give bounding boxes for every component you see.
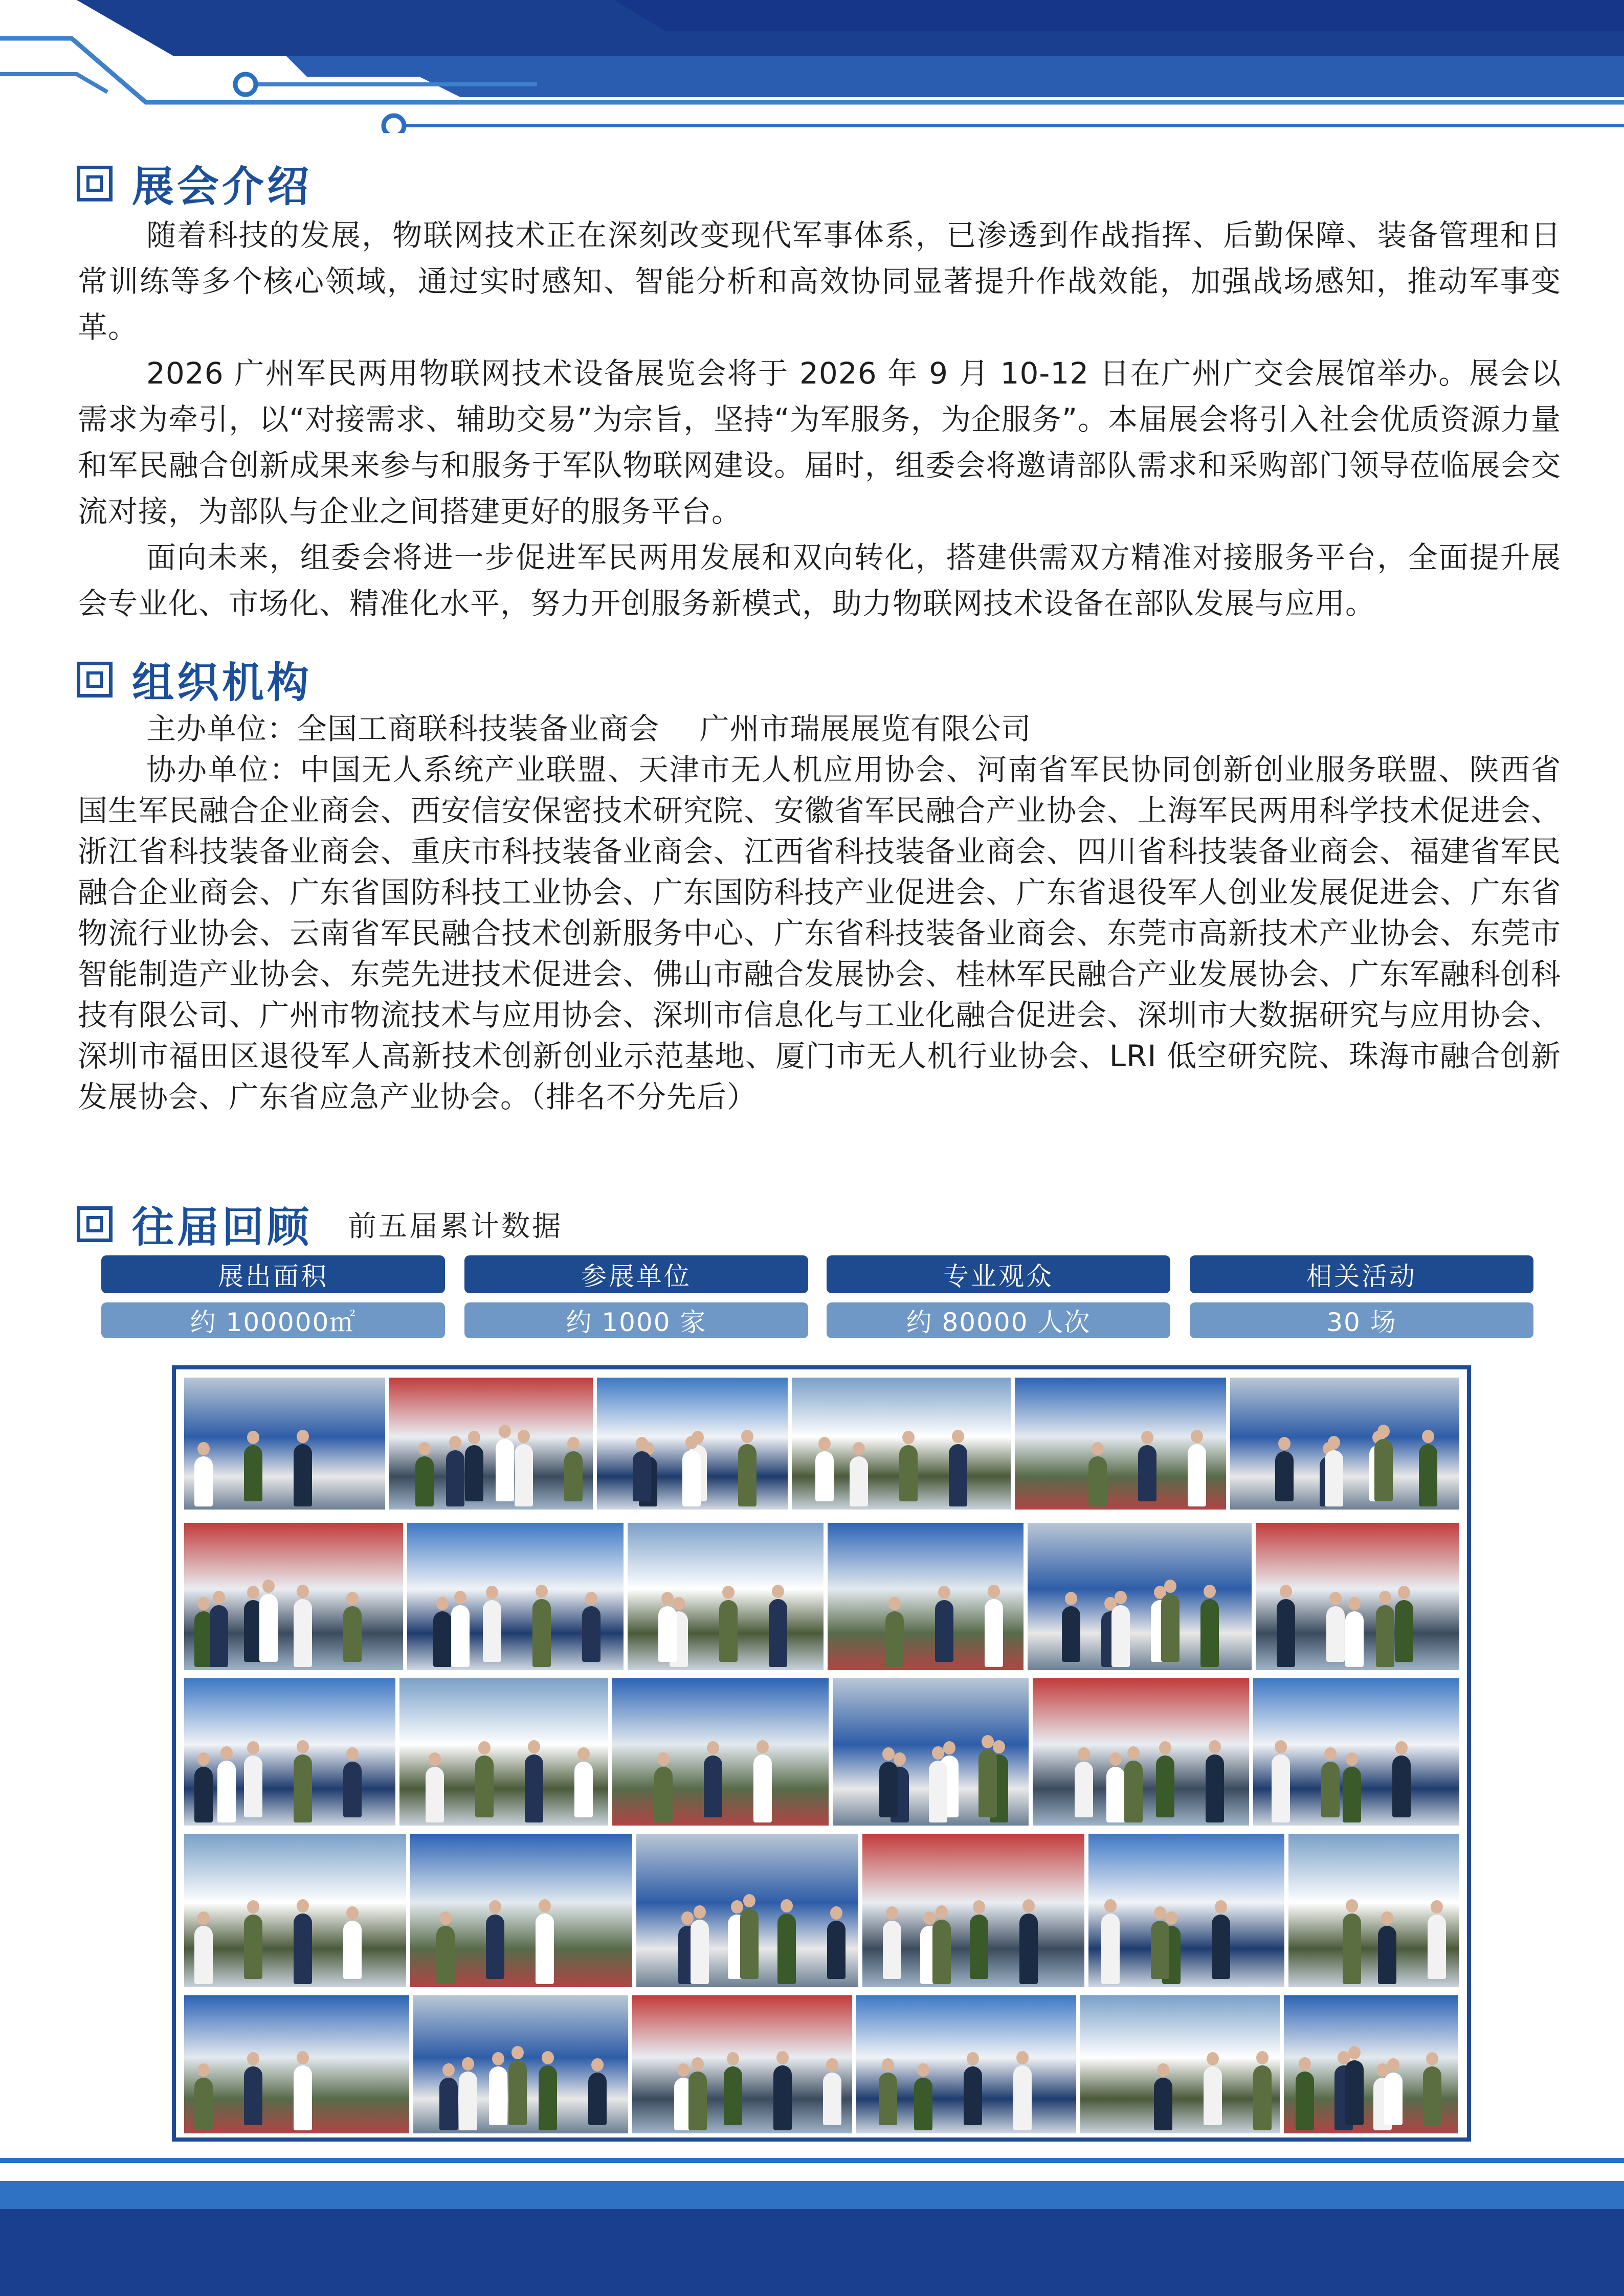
gallery-photo — [862, 1834, 1084, 1987]
header-decoration — [0, 0, 1624, 133]
gallery-photo — [1080, 1995, 1280, 2133]
gallery-photo — [1088, 1834, 1284, 1987]
section-review-heading — [77, 1194, 563, 1254]
section-square-icon — [77, 1206, 113, 1242]
footer-decoration — [0, 2158, 1624, 2296]
gallery-photo — [184, 1523, 403, 1670]
gallery-photo — [389, 1378, 593, 1510]
section-review-subtitle: 前五届累计数据 — [348, 1209, 563, 1243]
stat-visitors — [827, 1255, 1170, 1338]
org-co-organizers: 协办单位：中国无人系统产业联盟、天津市无人机应用协会、河南省军民协同创新创业服务联盟、陕西省国生军民融合企业商会、西安信安保密技术研究院、安徽省军民融合产业协会、上海军民两用科学技术促进会、浙江省科技装备业商会、重庆市科技装备业商会、江西省科技装备业商会、四川省科技装备业商会、福建省军民融合企业商会、广东省国防科技工业协会、广东国防科技产业促进会、广东省退役军人创业发展促进会、广东省物流行业协会、云南省军民融合技术创新服务中心、广东省科技装备业商会、东莞市高新技术产业协会、东莞市智能制造产业协会、东莞先进技术促进会、佛山市融合发展协会、桂林军民融合产业发展协会、广东军融科创科技有限公司、广州市物流技术与应用协会、深圳市信息化与工业化融合促进会、深圳市大数据研究与应用协会、深圳市福田区退役军人高新技术创新创业示范基地、厦门市无人机行业协会、LRI 低空研究院、珠海市融合创新发展协会、广东省应急产业协会。（排名不分先后） — [78, 752, 1561, 1114]
gallery-photo — [184, 1995, 409, 2133]
gallery-photo — [833, 1678, 1029, 1826]
gallery-photo — [1253, 1678, 1459, 1826]
gallery-photo — [1256, 1523, 1459, 1670]
stat-label: 专业观众 — [827, 1255, 1170, 1293]
gallery-photo — [1288, 1834, 1459, 1987]
section-org-title: 组织机构 — [132, 659, 313, 707]
stat-label: 展出面积 — [101, 1255, 445, 1293]
stat-value: 约 80000 人次 — [827, 1302, 1170, 1338]
stat-label: 参展单位 — [464, 1255, 808, 1293]
gallery-photo — [399, 1678, 608, 1826]
stat-value: 约 100000㎡ — [101, 1302, 445, 1338]
gallery-photo — [636, 1834, 858, 1987]
intro-paragraph-3: 面向未来，组委会将进一步促进军民两用发展和双向转化，搭建供需双方精准对接服务平台，全面提升展会专业化、市场化、精准化水平，努力开创服务新模式，助力物联网技术设备在部队发展与应用。 — [78, 540, 1561, 621]
gallery-photo — [792, 1378, 1011, 1510]
gallery-photo — [410, 1834, 632, 1987]
gallery-photo — [1015, 1378, 1226, 1510]
gallery-photo — [628, 1523, 824, 1670]
stat-label: 相关活动 — [1190, 1255, 1533, 1293]
gallery-photo — [413, 1995, 628, 2133]
gallery-photo — [184, 1834, 406, 1987]
stat-value: 约 1000 家 — [464, 1302, 808, 1338]
gallery-photo — [407, 1523, 624, 1670]
gallery-photo — [612, 1678, 829, 1826]
org-host: 主办单位：全国工商联科技装备业商会 广州市瑞展展览有限公司 — [146, 711, 1032, 746]
gallery-photo — [632, 1995, 852, 2133]
gallery-photo — [1284, 1995, 1458, 2133]
gallery-photo — [1033, 1678, 1249, 1826]
section-intro-heading — [77, 153, 312, 213]
photo-gallery — [172, 1365, 1471, 2142]
gallery-photo — [1230, 1378, 1459, 1510]
stat-value: 30 场 — [1190, 1302, 1533, 1338]
intro-paragraph-1: 随着科技的发展，物联网技术正在深刻改变现代军事体系，已渗透到作战指挥、后勤保障、装备管理和日常训练等多个核心领域，通过实时感知、智能分析和高效协同显著提升作战效能，加强战场感知，推动军事变革。 — [78, 218, 1561, 345]
stat-exhibitors — [464, 1255, 808, 1338]
section-org-heading — [77, 649, 312, 709]
gallery-photo — [184, 1678, 395, 1826]
section-square-icon — [77, 166, 113, 201]
section-square-icon — [77, 662, 113, 697]
gallery-photo — [856, 1995, 1076, 2133]
stat-events — [1190, 1255, 1533, 1338]
stat-area — [101, 1255, 445, 1338]
gallery-photo — [184, 1378, 385, 1510]
intro-paragraph-2: 2026 广州军民两用物联网技术设备展览会将于 2026 年 9 月 10-12 日在广州广交会展馆举办。展会以需求为牵引，以“对接需求、辅助交易”为宗旨，坚持“为军服务，为企服务”。本届展会将引入社会优质资源力量和军民融合创新成果来参与和服务于军队物联网建设。届时，组委会将邀请部队需求和采购部门领导莅临展会交流对接，为部队与企业之间搭建更好的服务平台。 — [78, 356, 1561, 529]
section-intro-title: 展会介绍 — [132, 163, 313, 211]
section-review-title: 往届回顾 — [132, 1203, 313, 1252]
gallery-photo — [1028, 1523, 1252, 1670]
gallery-photo — [828, 1523, 1024, 1670]
gallery-photo — [597, 1378, 788, 1510]
